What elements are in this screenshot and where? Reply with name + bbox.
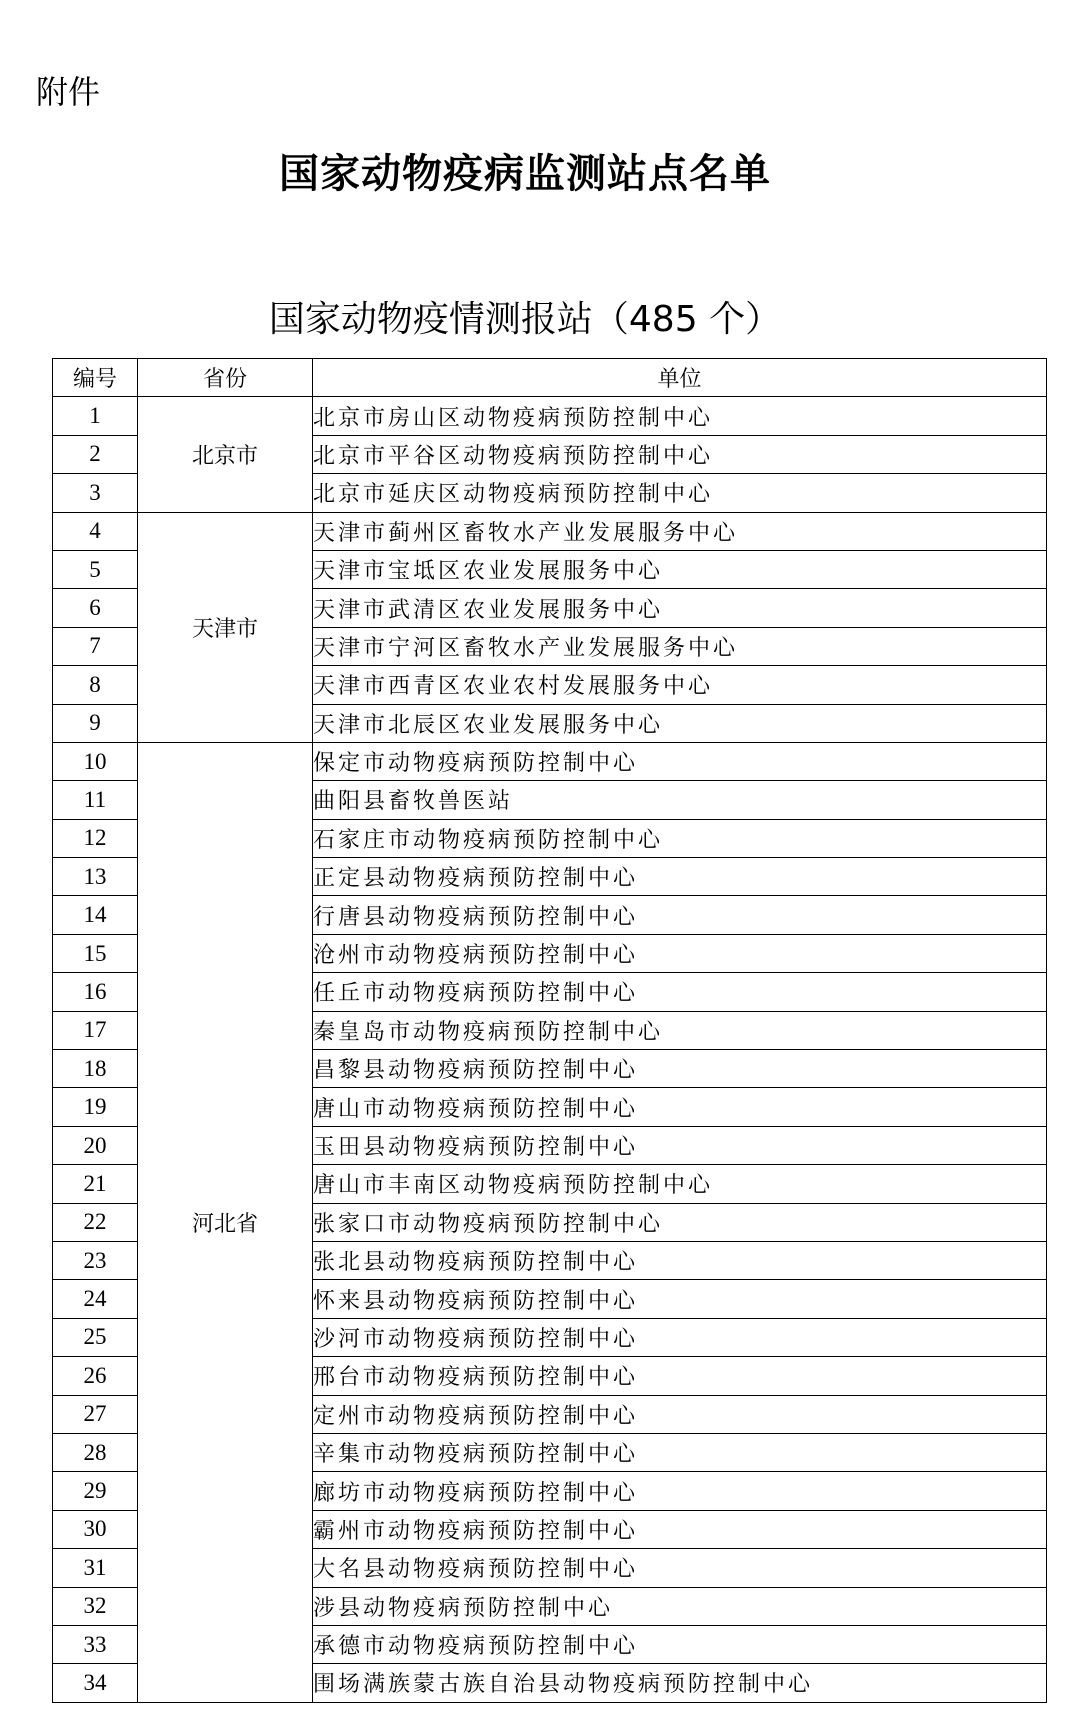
row-unit: 定州市动物疫病预防控制中心 [313,1395,1047,1433]
row-unit: 廊坊市动物疫病预防控制中心 [313,1472,1047,1510]
row-num: 9 [53,704,138,742]
row-unit: 玉田县动物疫病预防控制中心 [313,1126,1047,1164]
row-unit: 秦皇岛市动物疫病预防控制中心 [313,1011,1047,1049]
row-num: 14 [53,896,138,934]
row-num: 1 [53,397,138,435]
row-num: 20 [53,1126,138,1164]
header-unit: 单位 [313,359,1047,397]
row-unit: 任丘市动物疫病预防控制中心 [313,973,1047,1011]
row-num: 8 [53,666,138,704]
row-unit: 张家口市动物疫病预防控制中心 [313,1203,1047,1241]
row-unit: 行唐县动物疫病预防控制中心 [313,896,1047,934]
row-num: 28 [53,1433,138,1471]
row-num: 3 [53,474,138,512]
row-unit: 曲阳县畜牧兽医站 [313,781,1047,819]
row-unit: 沧州市动物疫病预防控制中心 [313,934,1047,972]
row-unit: 石家庄市动物疫病预防控制中心 [313,819,1047,857]
row-num: 30 [53,1510,138,1548]
row-unit: 唐山市动物疫病预防控制中心 [313,1088,1047,1126]
row-num: 19 [53,1088,138,1126]
row-num: 15 [53,934,138,972]
row-num: 2 [53,435,138,473]
province-hebei: 河北省 [138,742,313,1702]
document-title: 国家动物疫病监测站点名单 [279,151,771,197]
row-unit: 涉县动物疫病预防控制中心 [313,1587,1047,1625]
row-num: 22 [53,1203,138,1241]
station-table [52,358,1047,1703]
row-unit: 天津市武清区农业发展服务中心 [313,589,1047,627]
row-unit: 正定县动物疫病预防控制中心 [313,858,1047,896]
table-row [53,397,1047,435]
row-num: 34 [53,1664,138,1702]
row-unit: 北京市房山区动物疫病预防控制中心 [313,397,1047,435]
row-unit: 天津市西青区农业农村发展服务中心 [313,666,1047,704]
table-header-row [53,359,1047,397]
row-unit: 怀来县动物疫病预防控制中心 [313,1280,1047,1318]
row-num: 29 [53,1472,138,1510]
row-unit: 北京市延庆区动物疫病预防控制中心 [313,474,1047,512]
row-num: 4 [53,512,138,550]
row-num: 23 [53,1241,138,1279]
row-unit: 张北县动物疫病预防控制中心 [313,1241,1047,1279]
row-unit: 沙河市动物疫病预防控制中心 [313,1318,1047,1356]
row-unit: 辛集市动物疫病预防控制中心 [313,1433,1047,1471]
row-unit: 天津市蓟州区畜牧水产业发展服务中心 [313,512,1047,550]
row-num: 31 [53,1549,138,1587]
row-unit: 承德市动物疫病预防控制中心 [313,1625,1047,1663]
row-num: 21 [53,1165,138,1203]
row-num: 26 [53,1357,138,1395]
row-unit: 保定市动物疫病预防控制中心 [313,742,1047,780]
row-num: 5 [53,550,138,588]
header-province: 省份 [138,359,313,397]
row-unit: 唐山市丰南区动物疫病预防控制中心 [313,1165,1047,1203]
row-unit: 昌黎县动物疫病预防控制中心 [313,1050,1047,1088]
row-num: 12 [53,819,138,857]
row-num: 13 [53,858,138,896]
row-num: 33 [53,1625,138,1663]
row-unit: 大名县动物疫病预防控制中心 [313,1549,1047,1587]
row-num: 16 [53,973,138,1011]
row-unit: 天津市北辰区农业发展服务中心 [313,704,1047,742]
table-row [53,742,1047,780]
row-unit: 天津市宝坻区农业发展服务中心 [313,550,1047,588]
attachment-label: 附件 [36,73,101,111]
section-subtitle: 国家动物疫情测报站（485 个） [268,299,782,340]
row-num: 7 [53,627,138,665]
row-num: 24 [53,1280,138,1318]
row-unit: 邢台市动物疫病预防控制中心 [313,1357,1047,1395]
header-num: 编号 [53,359,138,397]
row-num: 25 [53,1318,138,1356]
row-num: 11 [53,781,138,819]
row-num: 18 [53,1050,138,1088]
table-row [53,512,1047,550]
row-num: 32 [53,1587,138,1625]
row-num: 17 [53,1011,138,1049]
row-unit: 天津市宁河区畜牧水产业发展服务中心 [313,627,1047,665]
row-num: 27 [53,1395,138,1433]
row-num: 10 [53,742,138,780]
row-num: 6 [53,589,138,627]
province-beijing: 北京市 [138,397,313,512]
row-unit: 霸州市动物疫病预防控制中心 [313,1510,1047,1548]
row-unit: 围场满族蒙古族自治县动物疫病预防控制中心 [313,1664,1047,1702]
province-tianjin: 天津市 [138,512,313,742]
row-unit: 北京市平谷区动物疫病预防控制中心 [313,435,1047,473]
